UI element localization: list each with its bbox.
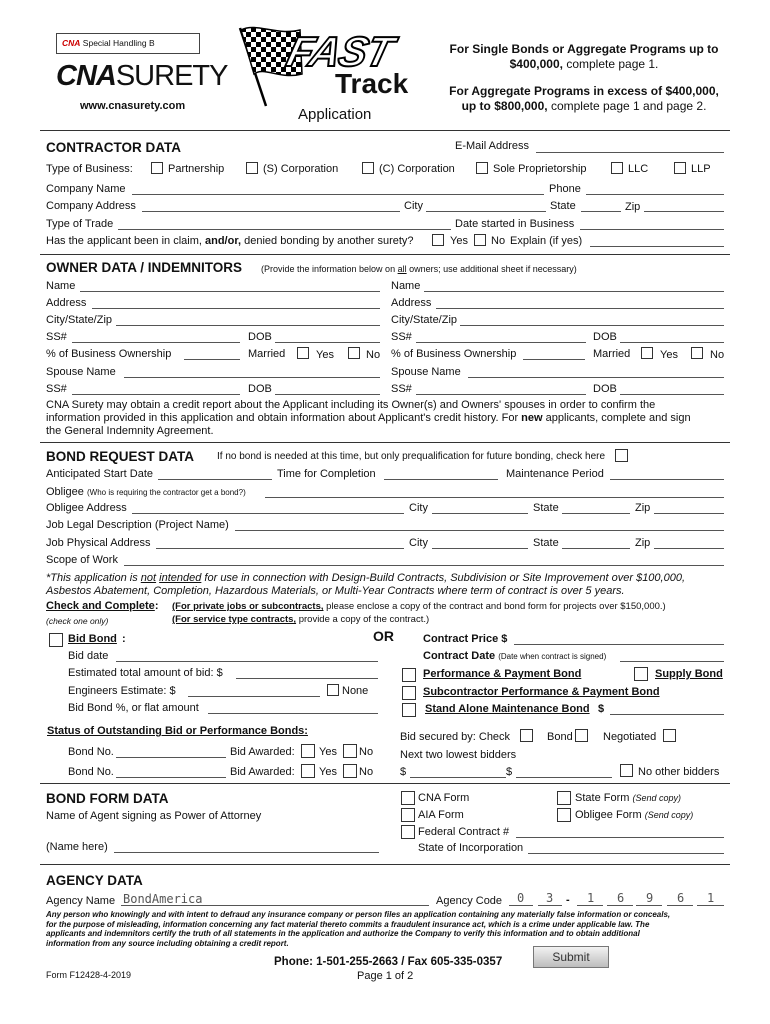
credit-report-notice — [46, 399, 736, 438]
bid-awarded-2-yes-label: Yes — [319, 766, 337, 778]
contract-date-label — [423, 650, 606, 662]
check-complete-text: Check and Complete — [46, 600, 155, 612]
code-digit-3-line — [577, 905, 603, 906]
bond-no-2-field[interactable] — [116, 777, 226, 778]
cna-form-checkbox[interactable] — [401, 791, 415, 805]
negotiated-checkbox[interactable] — [663, 729, 676, 742]
federal-contract-label: Federal Contract # — [418, 826, 510, 838]
code-digit-6-line — [667, 905, 693, 906]
bond-form-heading: BOND FORM DATA — [46, 791, 169, 806]
performance-payment-label: Performance & Payment Bond — [423, 668, 582, 680]
owner2-name-field[interactable] — [424, 291, 724, 292]
bid-awarded-1-yes-label: Yes — [319, 746, 337, 758]
design-build-disclaimer — [46, 572, 685, 598]
job-legal-field[interactable] — [235, 530, 724, 531]
code-digit-1-line — [509, 905, 533, 906]
track-logo: Track — [335, 68, 409, 99]
obligee-address-field[interactable] — [132, 513, 404, 514]
c-corporation-checkbox[interactable] — [362, 162, 374, 174]
note2-line-a: For Aggregate Programs in excess of $400,000, — [449, 84, 719, 98]
code-digit-7-line — [697, 905, 724, 906]
bid-secured-bond-checkbox[interactable] — [575, 729, 588, 742]
owner1-ownership-label: % of Business Ownership — [46, 348, 172, 360]
bid-bond-pct-field[interactable] — [208, 713, 378, 714]
owner1-ownership-field[interactable] — [184, 359, 240, 360]
owner1-dob-field[interactable] — [275, 342, 380, 343]
obligee-form-label — [575, 809, 693, 821]
maintenance-period-label: Maintenance Period — [506, 468, 604, 480]
owner1-city-label: City/State/Zip — [46, 314, 113, 326]
owner2-spouse-ss-label: SS# — [391, 383, 412, 395]
bond-no-1-label: Bond No. — [68, 746, 114, 758]
disclaimer-a1: *This application is — [46, 572, 138, 584]
state-form-checkbox[interactable] — [557, 791, 571, 805]
note1-line-a: For Single Bonds or Aggregate Programs up to — [449, 42, 719, 56]
aia-form-checkbox[interactable] — [401, 808, 415, 822]
job-city-field[interactable] — [432, 548, 528, 549]
owner2-spouse-dob-field[interactable] — [620, 394, 724, 395]
state-form-note: (Send copy) — [632, 793, 681, 803]
bid-date-label: Bid date — [68, 650, 109, 662]
claim-yes-label: Yes — [450, 235, 468, 247]
obligee-form-text: Obligee Form — [575, 809, 642, 821]
owner-note-all: all — [397, 264, 407, 274]
explain-field[interactable] — [590, 246, 724, 247]
estimated-total-field[interactable] — [236, 678, 378, 679]
bid-awarded-2-label: Bid Awarded: — [230, 766, 295, 778]
maintenance-period-field[interactable] — [610, 479, 724, 480]
owner1-city-field[interactable] — [116, 325, 380, 326]
owner2-married-yes-checkbox[interactable] — [641, 347, 653, 359]
bid-awarded-1-yes-checkbox[interactable] — [301, 744, 315, 758]
scope-label: Scope of Work — [46, 554, 118, 566]
job-physical-field[interactable] — [156, 548, 404, 549]
check-and-complete — [46, 600, 158, 612]
agency-data-heading: AGENCY DATA — [46, 873, 143, 888]
bid-awarded-1-no-label: No — [359, 746, 374, 758]
obligee-text: Obligee — [46, 486, 84, 498]
time-for-completion-label: Time for Completion — [277, 468, 376, 480]
disclaimer-b: Asbestos Abatement, Completion, Hazardous Materials, or Multi-Year Contracts where term of contract is over 5 years. — [46, 585, 625, 597]
obligee-label — [46, 486, 246, 498]
company-address-field[interactable] — [142, 211, 400, 212]
check-one-note: (check one only) — [46, 616, 109, 626]
job-zip-field[interactable] — [654, 548, 724, 549]
obligee-address-label: Obligee Address — [46, 502, 127, 514]
company-state-field[interactable] — [581, 211, 621, 212]
bond-no-2-label: Bond No. — [68, 766, 114, 778]
stand-alone-amount-field[interactable] — [610, 714, 724, 715]
owner2-ss-label: SS# — [391, 331, 412, 343]
agency-code-digit-7[interactable]: 1 — [707, 891, 715, 905]
explain-label: Explain (if yes) — [510, 235, 583, 247]
bid-date-field[interactable] — [116, 661, 378, 662]
contract-date-field[interactable] — [620, 661, 724, 662]
none-label: None — [342, 685, 369, 697]
code-digit-5-line — [636, 905, 662, 906]
credit-text-a: CNA Surety may obtain a credit report about the Applicant including its Owner(s) and Owners' spouses in order to confirm the — [46, 399, 656, 411]
website-link[interactable]: www.cnasurety.com — [80, 100, 186, 112]
owner1-married-no-label: No — [366, 349, 381, 361]
phone-label: Phone — [549, 183, 581, 195]
bond-form-divider — [40, 864, 730, 865]
llp-checkbox[interactable] — [674, 162, 686, 174]
time-for-completion-field[interactable] — [384, 479, 498, 480]
prequal-checkbox[interactable] — [615, 449, 628, 462]
owner2-spouse-label: Spouse Name — [391, 366, 461, 378]
date-started-label: Date started in Business — [455, 218, 575, 230]
next-two-bidders-label: Next two lowest bidders — [400, 749, 517, 761]
credit-text-b2: applicants, complete and sign — [545, 412, 691, 424]
job-state-field[interactable] — [562, 548, 630, 549]
company-name-label: Company Name — [46, 183, 126, 195]
agency-code-digit-5[interactable]: 9 — [646, 891, 654, 905]
owner2-address-field[interactable] — [436, 308, 724, 309]
phone-field[interactable] — [586, 194, 724, 195]
fast-logo: FAST — [282, 28, 398, 75]
credit-text-b1: information provided in this application and obtain information about Applicant's credit history. For — [46, 412, 519, 424]
obligee-state-field[interactable] — [562, 513, 630, 514]
contract-date-text: Contract Date — [423, 650, 496, 662]
or-separator: OR — [373, 628, 394, 644]
claim-question — [46, 235, 414, 247]
owner1-dob-label: DOB — [248, 331, 272, 343]
bond-request-heading: BOND REQUEST DATA — [46, 449, 194, 464]
service-type-bold: (For service type contracts, — [172, 614, 297, 625]
type-of-trade-field[interactable] — [118, 229, 451, 230]
credit-text-c: the General Indemnity Agreement. — [46, 425, 214, 437]
subcontractor-checkbox[interactable] — [402, 686, 416, 700]
company-city-field[interactable] — [426, 211, 546, 212]
owner2-ownership-field[interactable] — [523, 359, 585, 360]
company-zip-field[interactable] — [644, 211, 724, 212]
owner1-ss-field[interactable] — [72, 342, 240, 343]
subcontractor-label: Subcontractor Performance & Payment Bond — [423, 686, 660, 698]
cna-surety-logo — [56, 60, 227, 93]
note2-bold: up to $800,000, — [461, 99, 548, 113]
stand-alone-label: Stand Alone Maintenance Bond — [425, 703, 590, 715]
email-field[interactable] — [536, 152, 724, 153]
bidder-2-amount-field[interactable] — [516, 777, 612, 778]
sole-proprietorship-checkbox[interactable] — [476, 162, 488, 174]
c-corporation-label: (C) Corporation — [379, 163, 455, 175]
contractor-data-heading: CONTRACTOR DATA — [46, 140, 181, 155]
partnership-checkbox[interactable] — [151, 162, 163, 174]
prequal-note: If no bond is needed at this time, but only prequalification for future bonding, check here — [217, 451, 606, 462]
owner2-name-label: Name — [391, 280, 421, 292]
company-address-label: Company Address — [46, 200, 136, 212]
disclaimer-a2: for use in connection with Design-Build Contracts, Subdivision or Site Improvement over $100,000, — [204, 572, 686, 584]
claim-no-label: No — [491, 235, 506, 247]
disclaimer-not: not — [140, 572, 157, 584]
owner2-spouse-ss-field[interactable] — [416, 394, 586, 395]
job-legal-label: Job Legal Description (Project Name) — [46, 519, 229, 531]
bidder-2-dollar: $ — [506, 766, 513, 778]
s-corporation-checkbox[interactable] — [246, 162, 258, 174]
note2-rest: complete page 1 and page 2. — [550, 99, 707, 113]
fraud-line-a: Any person who knowingly and with intent to defraud any insurance company or person files an application containing any materially false information or conceals, — [46, 910, 671, 919]
s-corporation-label: (S) Corporation — [263, 163, 339, 175]
claim-question-c: denied bonding by another surety? — [244, 235, 414, 247]
negotiated-label: Negotiated — [603, 731, 657, 743]
owner2-married-label: Married — [593, 348, 631, 360]
owner-data-heading: OWNER DATA / INDEMNITORS — [46, 260, 242, 275]
engineers-estimate-field[interactable] — [188, 696, 320, 697]
owner1-name-label: Name — [46, 280, 76, 292]
agency-code-digit-4[interactable]: 6 — [617, 891, 625, 905]
bid-bond-colon: : — [122, 633, 126, 645]
owner2-spouse-field[interactable] — [468, 377, 724, 378]
owner2-ss-field[interactable] — [416, 342, 586, 343]
owner1-married-yes-checkbox[interactable] — [297, 347, 309, 359]
email-label: E-Mail Address — [455, 140, 529, 152]
bid-awarded-2-yes-checkbox[interactable] — [301, 764, 315, 778]
application-title: Application — [298, 106, 372, 123]
agency-name-underline — [121, 905, 429, 906]
owner1-address-label: Address — [46, 297, 87, 309]
owner1-address-field[interactable] — [92, 308, 380, 309]
owner1-spouse-ss-label: SS# — [46, 383, 67, 395]
obligee-city-label: City — [409, 502, 428, 514]
llp-label: LLP — [691, 163, 711, 175]
owner2-married-no-label: No — [710, 349, 725, 361]
anticipated-start-label: Anticipated Start Date — [46, 468, 154, 480]
owner2-married-yes-label: Yes — [660, 349, 678, 361]
obligee-form-checkbox[interactable] — [557, 808, 571, 822]
supply-bond-checkbox[interactable] — [634, 667, 648, 681]
owner2-address-label: Address — [391, 297, 432, 309]
bid-bond-checkbox[interactable] — [49, 633, 63, 647]
owner1-name-field[interactable] — [80, 291, 380, 292]
note1-rest: complete page 1. — [566, 57, 659, 71]
company-state-label: State — [550, 200, 576, 212]
anticipated-start-field[interactable] — [158, 479, 272, 480]
bidder-1-dollar: $ — [400, 766, 407, 778]
owner1-spouse-dob-label: DOB — [248, 383, 272, 395]
claim-question-b: and/or, — [205, 235, 242, 247]
claim-question-a: Has the applicant been in claim, — [46, 235, 202, 247]
bid-awarded-1-no-checkbox[interactable] — [343, 744, 357, 758]
company-zip-label: Zip — [625, 201, 641, 213]
submit-button[interactable]: Submit — [533, 946, 609, 968]
fraud-warning — [46, 910, 734, 948]
bid-secured-check-checkbox[interactable] — [520, 729, 533, 742]
header-divider — [40, 130, 730, 131]
phone-fax: Phone: 1-501-255-2663 / Fax 605-335-0357 — [274, 956, 503, 968]
contract-date-note: (Date when contract is signed) — [498, 652, 607, 661]
obligee-city-field[interactable] — [432, 513, 528, 514]
sole-proprietorship-label: Sole Proprietorship — [493, 163, 587, 175]
agency-code-label: Agency Code — [436, 895, 503, 907]
llc-label: LLC — [628, 163, 649, 175]
owner-note — [261, 264, 577, 274]
logo-cna: CNA — [56, 60, 116, 92]
engineers-estimate-label: Engineers Estimate: $ — [68, 685, 176, 697]
contract-price-label: Contract Price $ — [423, 633, 508, 645]
type-of-business-label: Type of Business: — [46, 163, 133, 175]
type-of-trade-label: Type of Trade — [46, 218, 114, 230]
federal-contract-checkbox[interactable] — [401, 825, 415, 839]
estimated-total-label: Estimated total amount of bid: $ — [68, 667, 223, 679]
code-digit-4-line — [607, 905, 633, 906]
obligee-zip-label: Zip — [635, 502, 651, 514]
obligee-form-note: (Send copy) — [644, 810, 694, 820]
bond-request-divider — [40, 783, 730, 784]
owner2-city-field[interactable] — [460, 325, 724, 326]
owner2-ownership-label: % of Business Ownership — [391, 348, 517, 360]
obligee-zip-field[interactable] — [654, 513, 724, 514]
page-instructions-1 — [441, 42, 727, 72]
fraud-line-c: applicants and indemnitors certify the truth of all statements in the application and authorize the Company to verify this information and to obtain additional — [46, 929, 640, 939]
special-handling-text: Special Handling B — [82, 38, 155, 48]
no-other-bidders-checkbox[interactable] — [620, 764, 633, 777]
owner-note-a: (Provide the information below on — [261, 264, 396, 274]
owner1-married-yes-label: Yes — [316, 349, 334, 361]
note1-bold: $400,000, — [509, 57, 563, 71]
private-jobs-rest: please enclose a copy of the contract and bond form for projects over $150,000.) — [326, 601, 666, 612]
code-digit-2-line — [538, 905, 562, 906]
state-form-label — [575, 792, 681, 804]
performance-payment-checkbox[interactable] — [402, 668, 416, 682]
claim-yes-checkbox[interactable] — [432, 234, 444, 246]
private-jobs-bold: (For private jobs or subcontracts, — [172, 601, 324, 612]
agent-name-label: Name of Agent signing as Power of Attorney — [46, 810, 262, 822]
bid-secured-label: Bid secured by: Check — [400, 731, 511, 743]
job-physical-label: Job Physical Address — [46, 537, 151, 549]
supply-bond-label: Supply Bond — [655, 668, 723, 680]
state-incorporation-field[interactable] — [528, 853, 724, 854]
company-name-field[interactable] — [132, 194, 544, 195]
owner1-spouse-label: Spouse Name — [46, 366, 116, 378]
agency-code-digit-1[interactable]: 0 — [517, 891, 525, 905]
bid-awarded-2-no-label: No — [359, 766, 374, 778]
state-incorporation-label: State of Incorporation — [418, 842, 524, 854]
partnership-label: Partnership — [168, 163, 225, 175]
state-form-text: State Form — [575, 792, 630, 804]
bid-bond-pct-label: Bid Bond %, or flat amount — [68, 702, 199, 714]
claim-no-checkbox[interactable] — [474, 234, 486, 246]
llc-checkbox[interactable] — [611, 162, 623, 174]
owner2-dob-field[interactable] — [620, 342, 724, 343]
owner1-spouse-ss-field[interactable] — [72, 394, 240, 395]
owner2-married-no-checkbox[interactable] — [691, 347, 703, 359]
job-city-label: City — [409, 537, 428, 549]
owner1-spouse-field[interactable] — [124, 377, 380, 378]
disclaimer-intended: intended — [159, 572, 202, 584]
contract-price-field[interactable] — [514, 644, 724, 645]
contractor-divider — [40, 254, 730, 255]
owner2-city-label: City/State/Zip — [391, 314, 458, 326]
agency-code-digit-3[interactable]: 1 — [587, 891, 595, 905]
owner1-ss-label: SS# — [46, 331, 67, 343]
agency-name-label: Agency Name — [46, 895, 116, 907]
owner1-married-no-checkbox[interactable] — [348, 347, 360, 359]
job-state-label: State — [533, 537, 559, 549]
company-city-label: City — [404, 200, 423, 212]
stand-alone-dollar: $ — [598, 703, 605, 715]
form-number: Form F12428-4-2019 — [46, 970, 132, 980]
obligee-field[interactable] — [265, 497, 724, 498]
agency-code-dash: - — [566, 894, 570, 906]
stand-alone-checkbox[interactable] — [402, 703, 416, 717]
owner1-spouse-dob-field[interactable] — [275, 394, 380, 395]
cna-form-label: CNA Form — [418, 792, 470, 804]
bidder-1-amount-field[interactable] — [410, 777, 506, 778]
agent-name-here: (Name here) — [46, 841, 108, 853]
agent-name-field[interactable] — [114, 852, 379, 853]
agency-code-digit-6[interactable]: 6 — [677, 891, 685, 905]
owner-divider — [40, 442, 730, 443]
aia-form-label: AIA Form — [418, 809, 464, 821]
owner2-spouse-dob-label: DOB — [593, 383, 617, 395]
fraud-line-d: information from any source including obtaining a credit report. — [46, 938, 289, 948]
service-type-note — [172, 614, 429, 625]
owner1-married-label: Married — [248, 348, 286, 360]
page-number: Page 1 of 2 — [357, 970, 414, 982]
federal-contract-field[interactable] — [516, 837, 724, 838]
special-handling-cna: CNA — [62, 38, 81, 48]
bid-awarded-1-label: Bid Awarded: — [230, 746, 295, 758]
fraud-line-b: for the purpose of misleading, information concerning any fact material thereto commits a fraudulent insurance act, which is a crime under applicable law. The — [46, 919, 650, 929]
bid-secured-bond-label: Bond — [547, 731, 573, 743]
logo-surety: SURETY — [115, 60, 228, 92]
owner-note-b: owners; use additional sheet if necessary) — [409, 264, 577, 274]
none-checkbox[interactable] — [327, 684, 339, 696]
owner2-dob-label: DOB — [593, 331, 617, 343]
agency-name-field[interactable]: BondAmerica — [123, 892, 203, 906]
private-jobs-note — [172, 601, 666, 612]
agency-code-digit-2[interactable]: 3 — [546, 891, 554, 905]
bid-bond-label: Bid Bond — [68, 633, 117, 645]
page-instructions-2 — [441, 84, 727, 114]
check-complete-colon: : — [154, 600, 159, 612]
scope-field[interactable] — [124, 565, 724, 566]
service-type-rest: provide a copy of the contract.) — [298, 614, 430, 625]
no-other-bidders-label: No other bidders — [638, 766, 720, 778]
date-started-field[interactable] — [580, 229, 724, 230]
status-outstanding-heading: Status of Outstanding Bid or Performance Bonds: — [47, 725, 308, 737]
bond-no-1-field[interactable] — [116, 757, 226, 758]
special-handling-label — [62, 38, 155, 48]
bid-awarded-2-no-checkbox[interactable] — [343, 764, 357, 778]
obligee-note: (Who is requiring the contractor get a bond?) — [86, 488, 246, 497]
credit-text-new: new — [521, 412, 543, 424]
obligee-state-label: State — [533, 502, 559, 514]
job-zip-label: Zip — [635, 537, 651, 549]
